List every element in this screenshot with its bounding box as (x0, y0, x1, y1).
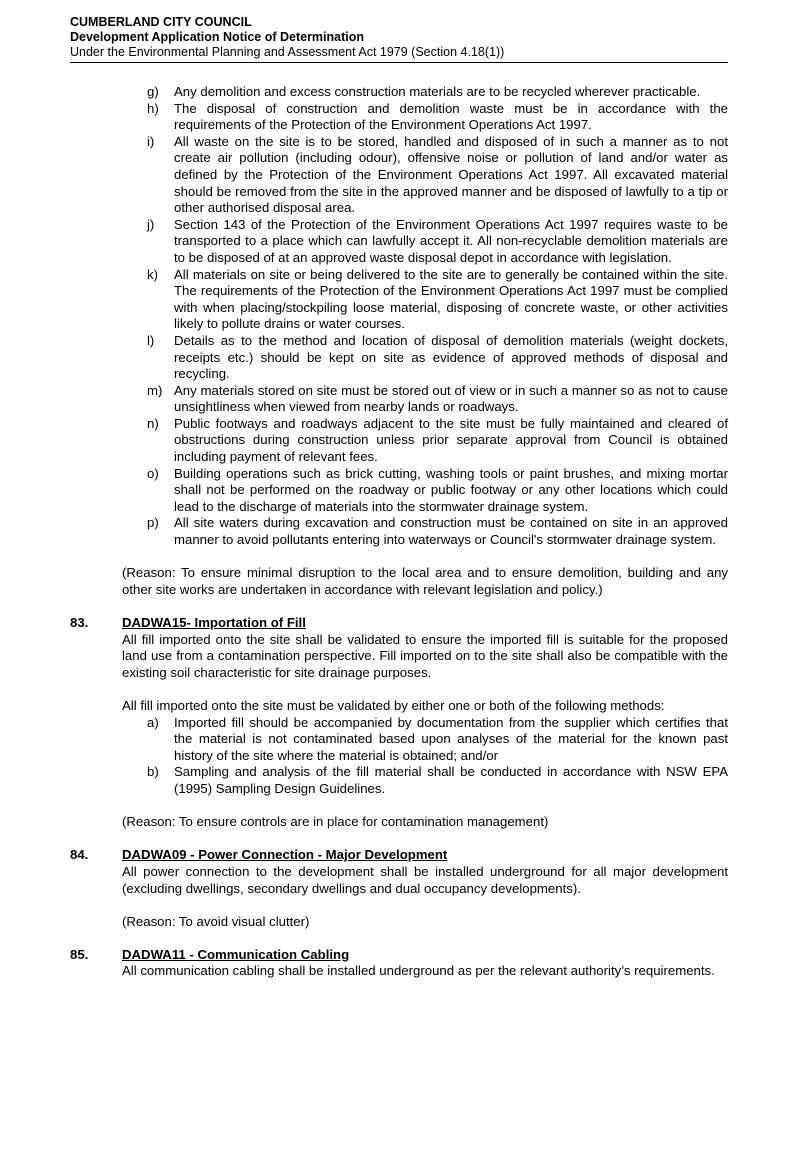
document-body (70, 84, 728, 980)
list-item (122, 515, 728, 548)
condition-83-methods-intro: All fill imported onto the site must be validated by either one or both of the following methods: (122, 697, 665, 713)
list-text: Section 143 of the Protection of the Environment Operations Act 1997 requires waste to be transported to a place which can lawfully accept it. All non-recyclable demolition materials are to be disposed of at an approved waste disposal depot in accordance with legislation. (174, 216, 728, 265)
document-title: Development Application Notice of Determination (70, 30, 365, 44)
reason-82: (Reason: To ensure minimal disruption to the local area and to ensure demolition, building and any other site works are undertaken in accordance with relevant legislation and policy.) (122, 565, 728, 597)
condition-84-heading (70, 847, 728, 864)
condition-title: DADWA09 - Power Connection - Major Development (122, 847, 448, 863)
condition-83-methods (122, 715, 728, 798)
list-text: All materials on site or being delivered to the site are to generally be contained within the site. The requirements of the Protection of the Environment Operations Act 1997 must be complied with when placing/stockpiling loose material, disposing of concrete waste, or other activities likely to pollute drains or water courses. (174, 266, 728, 332)
list-text: Any materials stored on site must be stored out of view or in such a manner so as not to cause unsightliness when viewed from nearby lands or roadways. (174, 382, 728, 415)
list-text: Sampling and analysis of the fill material shall be conducted in accordance with NSW EPA (1995) Sampling Design Guidelines. (174, 764, 728, 796)
list-marker: k) (147, 266, 158, 282)
list-text: Building operations such as brick cutting, washing tools or paint brushes, and mixing mortar shall not be performed on the roadway or public footway or any other locations which could lead to the discharge of materials into the stormwater drainage system. (174, 465, 728, 514)
reason-83: (Reason: To ensure controls are in place for contamination management) (122, 814, 549, 830)
list-item (122, 333, 728, 383)
list-marker: m) (147, 382, 163, 398)
list-marker: a) (147, 714, 159, 730)
list-marker: p) (147, 515, 159, 531)
list-text: Details as to the method and location of disposal of demolition materials (weight dockets, receipts etc.) should be kept on site as evidence of approved methods of disposal and recycling. (174, 332, 728, 382)
list-item (122, 217, 728, 267)
condition-title: DADWA11 - Communication Cabling (122, 946, 350, 962)
list-marker: h) (147, 100, 159, 116)
list-marker: n) (147, 415, 159, 431)
list-item (122, 267, 728, 333)
list-text: All waste on the site is to be stored, handled and disposed of in such a manner as to not create air pollution (including odour), offensive noise or pollution of land and/or water as defined by the Protection of the Environment Operations Act 1997. All excavated material should be removed from the site in the approved manner and be disposed of lawfully to a tip or other authorised disposal area. (174, 133, 728, 216)
list-item (122, 84, 728, 101)
condition-number: 83. (70, 615, 89, 630)
list-text: Public footways and roadways adjacent to the site must be fully maintained and cleared of obstructions during construction unless prior separate approval from Council is obtained including payment of relevant fees. (174, 415, 728, 465)
document-subtitle: Under the Environmental Planning and Assessment Act 1979 (Section 4.18(1)) (70, 45, 505, 59)
list-marker: b) (147, 764, 159, 780)
list-item (122, 383, 728, 416)
condition-83-heading (70, 615, 728, 632)
reason-84: (Reason: To avoid visual clutter) (122, 913, 310, 929)
waste-conditions-list (122, 84, 728, 549)
list-marker: l) (147, 332, 155, 348)
condition-number: 85. (70, 946, 89, 962)
list-marker: g) (147, 84, 159, 99)
condition-83-text: All fill imported onto the site shall be validated to ensure the imported fill is suitable for the proposed land use from a contamination perspective. Fill imported on to the site shall also be compatible with the existing soil characteristic for site drainage purposes. (122, 631, 728, 680)
condition-85-heading (70, 947, 728, 964)
list-item (122, 764, 728, 797)
page-header (70, 15, 728, 63)
list-item (122, 416, 728, 466)
list-marker: o) (147, 465, 159, 481)
header-divider (70, 62, 728, 63)
list-item (122, 101, 728, 134)
condition-85-text: All communication cabling shall be installed underground as per the relevant authority’s requirements. (122, 963, 715, 979)
condition-84-text: All power connection to the development shall be installed underground for all major development (excluding dwellings, secondary dwellings and dual occupancy developments). (122, 863, 728, 896)
list-text: The disposal of construction and demolition waste must be in accordance with the requirements of the Protection of the Environment Operations Act 1997. (174, 100, 728, 133)
list-marker: j) (147, 216, 155, 232)
list-text: Any demolition and excess construction materials are to be recycled wherever practicable. (174, 84, 701, 99)
list-marker: i) (147, 133, 155, 149)
list-text: Imported fill should be accompanied by documentation from the supplier which certifies that the material is not contaminated based upon analyses of the material for the known past history of the site where the material is obtained; and/or (174, 714, 728, 763)
list-text: All site waters during excavation and construction must be contained on site in an approved manner to avoid pollutants entering into waterways or Council's stormwater drainage system. (174, 515, 728, 548)
condition-title: DADWA15- Importation of Fill (122, 615, 306, 630)
list-item (122, 715, 728, 765)
list-item (122, 466, 728, 516)
condition-number: 84. (70, 847, 89, 863)
council-name: CUMBERLAND CITY COUNCIL (70, 15, 252, 29)
list-item (122, 134, 728, 217)
